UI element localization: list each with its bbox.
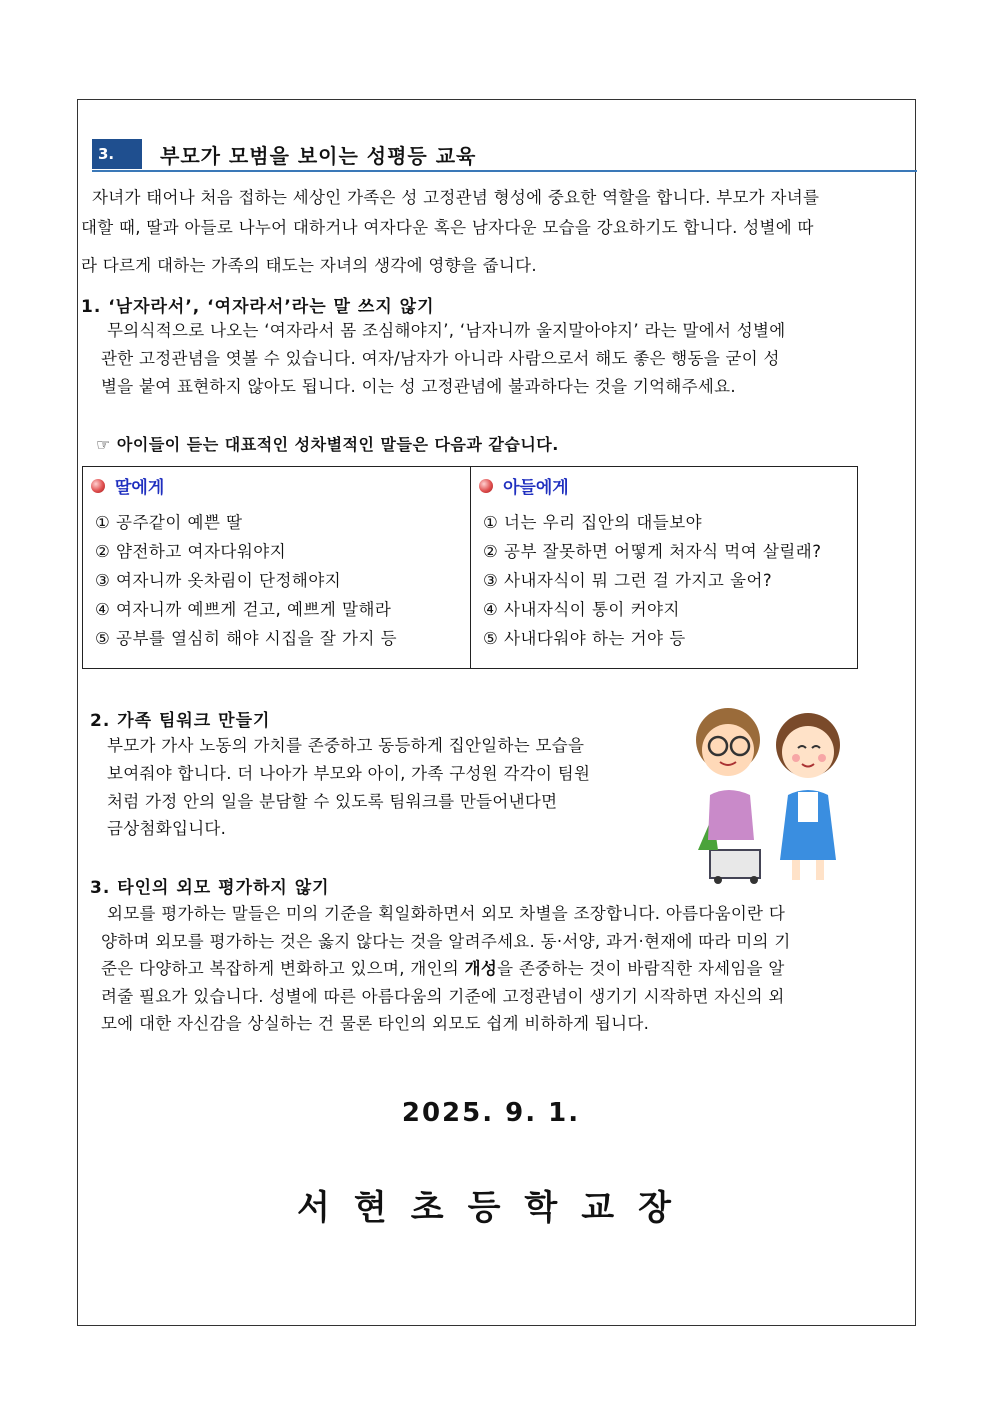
intro-line: 자녀가 태어나 처음 접하는 세상인 가족은 성 고정관념 형성에 중요한 역할을 합니다. 부모가 자녀를 xyxy=(92,188,820,207)
son-header-label: 아들에게 xyxy=(503,478,569,498)
red-ball-icon xyxy=(479,479,493,493)
daughter-item: ④ 여자니까 예쁘게 걷고, 예쁘게 말해라 xyxy=(95,600,392,619)
daughter-column xyxy=(83,467,470,668)
son-item: ① 너는 우리 집안의 대들보야 xyxy=(483,513,703,532)
intro-line: 대할 때, 딸과 아들로 나누어 대하거나 여자다운 혹은 남자다운 모습을 강요하기도 합니다. 성별에 따 xyxy=(81,218,814,237)
item2-line: 보여줘야 합니다. 더 나아가 부모와 아이, 가족 구성원 각각이 팀원 xyxy=(107,764,591,783)
son-item: ③ 사내자식이 뭐 그런 걸 가지고 울어? xyxy=(483,571,773,590)
section-number: 3. xyxy=(92,139,142,169)
item3-line: 모에 대한 자신감을 상실하는 건 물론 타인의 외모도 쉽게 비하하게 됩니다. xyxy=(101,1014,650,1033)
daughter-header xyxy=(91,473,164,498)
daughter-header-label: 딸에게 xyxy=(115,478,165,498)
item1-line: 별을 붙여 표현하지 않아도 됩니다. 이는 성 고정관념에 불과하다는 것을 기억해주세요. xyxy=(101,377,736,396)
daughter-item: ② 얌전하고 여자다워야지 xyxy=(95,542,287,561)
item3-line: 양하며 외모를 평가하는 것은 옳지 않다는 것을 알려주세요. 동·서양, 과거·현재에 따라 미의 기 xyxy=(101,932,791,951)
item1-line: 무의식적으로 나오는 ‘여자라서 몸 조심해야지’, ‘남자니까 울지말아야지’ 라는 말에서 성별에 xyxy=(107,321,786,340)
item2-line: 부모가 가사 노동의 가치를 존중하고 동등하게 집안일하는 모습을 xyxy=(107,736,585,755)
note-line: ☞ 아이들이 듣는 대표적인 성차별적인 말들은 다음과 같습니다. xyxy=(96,435,559,454)
red-ball-icon xyxy=(91,479,105,493)
item3-heading: 3. 타인의 외모 평가하지 않기 xyxy=(90,878,330,898)
section-header xyxy=(92,136,917,172)
son-header xyxy=(479,473,569,498)
item3-text: 을 존중하는 것이 바람직한 자세임을 알 xyxy=(497,959,785,978)
son-column xyxy=(471,467,858,668)
item2-line: 금상첨화입니다. xyxy=(107,819,227,838)
son-item: ④ 사내자식이 통이 커야지 xyxy=(483,600,680,619)
son-item: ⑤ 사내다워야 하는 거야 등 xyxy=(483,629,686,648)
section-title: 부모가 모범을 보이는 성평등 교육 xyxy=(160,144,477,168)
document-date: 2025. 9. 1. xyxy=(401,1098,581,1128)
item3-line: 외모를 평가하는 말들은 미의 기준을 획일화하면서 외모 차별을 조장합니다. 아름다움이란 다 xyxy=(107,904,786,923)
family-cartoon-icon xyxy=(688,700,848,885)
item3-text: 준은 다양하고 복잡하게 변화하고 있으며, 개인의 xyxy=(101,959,465,978)
son-item: ② 공부 잘못하면 어떻게 처자식 먹여 살릴래? xyxy=(483,542,822,561)
item3-line: 려줄 필요가 있습니다. 성별에 따른 아름다움의 기준에 고정관념이 생기기 시작하면 자신의 외 xyxy=(101,987,785,1006)
sexist-phrases-table xyxy=(82,466,858,669)
item3-line xyxy=(101,955,785,983)
item2-heading: 2. 가족 팀워크 만들기 xyxy=(90,711,271,731)
emphasis-text: 개성 xyxy=(464,959,498,978)
daughter-item: ① 공주같이 예쁜 딸 xyxy=(95,513,243,532)
daughter-item: ⑤ 공부를 열심히 해야 시집을 잘 가지 등 xyxy=(95,629,398,648)
item2-line: 처럼 가정 안의 일을 분담할 수 있도록 팀워크를 만들어낸다면 xyxy=(107,792,558,811)
principal-signature: 서현초등학교장 xyxy=(297,1188,695,1228)
item1-line: 관한 고정관념을 엿볼 수 있습니다. 여자/남자가 아니라 사람으로서 해도 좋은 행동을 굳이 성 xyxy=(101,349,780,368)
intro-line: 라 다르게 대하는 가족의 태도는 자녀의 생각에 영향을 줍니다. xyxy=(81,256,537,275)
daughter-item: ③ 여자니까 옷차림이 단정해야지 xyxy=(95,571,342,590)
item1-heading: 1. ‘남자라서’, ‘여자라서’라는 말 쓰지 않기 xyxy=(81,297,435,317)
